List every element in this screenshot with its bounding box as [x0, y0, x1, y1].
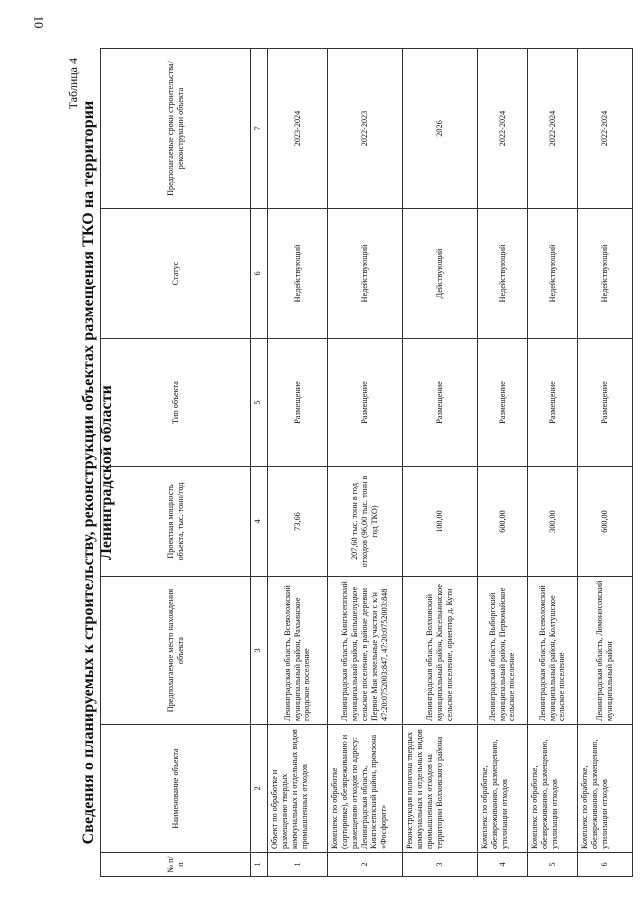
object-terms: 2026: [403, 49, 478, 209]
column-number: 6: [251, 209, 268, 339]
table-row: [478, 49, 528, 877]
column-number: 1: [251, 853, 268, 877]
waste-facilities-table: [100, 48, 633, 877]
table-row: [328, 49, 403, 877]
column-number: 3: [251, 577, 268, 725]
object-type: Размещение: [578, 339, 633, 467]
row-number: 4: [478, 853, 528, 877]
row-number: 5: [528, 853, 578, 877]
row-number: 3: [403, 853, 478, 877]
header-type: Тип объекта: [101, 339, 251, 467]
object-capacity: 300,00: [528, 467, 578, 577]
object-type: Размещение: [403, 339, 478, 467]
header-row: [101, 49, 251, 877]
row-number: 2: [328, 853, 403, 877]
header-status: Статус: [101, 209, 251, 339]
object-name: Комплекс по обработке, обезвреживанию, размещению, утилизации отходов: [478, 725, 528, 853]
object-type: Размещение: [328, 339, 403, 467]
object-status: Недействующий: [578, 209, 633, 339]
column-number: 5: [251, 339, 268, 467]
object-location: Ленинградская область, Волховский муниципальный район, Кисельнинское сельское поселение, ориентир д. Кути: [403, 577, 478, 725]
object-status: Недействующий: [528, 209, 578, 339]
object-location: Ленинградская область, Кингисеппский муниципальный район, Большелуцкое сельское поселение, в районе деревни Первое Мая земельные участки с к/н 47:20:0752003:847, 47:20:0752003:848: [328, 577, 403, 725]
object-status: Недействующий: [268, 209, 328, 339]
row-number: 6: [578, 853, 633, 877]
rotated-page-content: [0, 40, 640, 905]
object-type: Размещение: [268, 339, 328, 467]
table-caption: Таблица 4: [66, 58, 80, 110]
table-row: [528, 49, 578, 877]
object-status: Действующий: [403, 209, 478, 339]
object-name: Комплекс по обработке, обезвреживанию, размещению, утилизации отходов: [578, 725, 633, 853]
table-row: [268, 49, 328, 877]
object-status: Недействующий: [478, 209, 528, 339]
row-number: 1: [268, 853, 328, 877]
object-terms: 2023-2024: [268, 49, 328, 209]
object-location: Ленинградская область, Всеволожский муниципальный район, Колтушское сельское поселение: [528, 577, 578, 725]
object-terms: 2022-2024: [478, 49, 528, 209]
document-title: Сведения о планируемых к строительству, реконструкции объектах размещения ТКО на территории Ленинградской области: [80, 100, 115, 845]
object-name: Комплекс по обработке, обезвреживанию, размещению, утилизации отходов: [528, 725, 578, 853]
object-status: Недействующий: [328, 209, 403, 339]
table-row: [578, 49, 633, 877]
object-location: Ленинградская область, Ломоносовский муниципальный район: [578, 577, 633, 725]
object-terms: 2022-2024: [528, 49, 578, 209]
object-capacity: 100,00: [403, 467, 478, 577]
header-capacity: Проектная мощность объекта, тыс. тонн/год: [101, 467, 251, 577]
object-type: Размещение: [528, 339, 578, 467]
object-name: Комплекс по обработке (сортировке), обезвреживанию и размещению отходов по адресу: Ленинградская область, Кингисеппский район, промзона «Фосфорит»: [328, 725, 403, 853]
column-number: 4: [251, 467, 268, 577]
object-type: Размещение: [478, 339, 528, 467]
object-capacity: 600,00: [578, 467, 633, 577]
header-location: Предполагаемое место нахождения объекта: [101, 577, 251, 725]
object-location: Ленинградская область, Всеволожский муниципальный район, Рахьинское городское поселение: [268, 577, 328, 725]
header-name: Наименование объекта: [101, 725, 251, 853]
header-terms: Предполагаемые сроки строительства/ реконструкции объекта: [101, 49, 251, 209]
object-terms: 2022-2024: [578, 49, 633, 209]
header-number: № п/п: [101, 853, 251, 877]
table-row: [403, 49, 478, 877]
object-name: Реконструкция полигона твердых коммунальных и отдельных видов промышленных отходов на территории Волховского района: [403, 725, 478, 853]
column-number-row: [251, 49, 268, 877]
object-capacity: 600,00: [478, 467, 528, 577]
object-name: Объект по обработке и размещению твердых коммунальных и отдельных видов промышленных отходов: [268, 725, 328, 853]
object-location: Ленинградская область, Выборгский муниципальный район, Первомайское сельское поселение: [478, 577, 528, 725]
object-capacity: 207,60 тыс. тонн в год отходов (96,00 тыс. тонн в год ТКО): [328, 467, 403, 577]
column-number: 7: [251, 49, 268, 209]
object-terms: 2022-2023: [328, 49, 403, 209]
object-capacity: 73,66: [268, 467, 328, 577]
page-number: 10: [31, 15, 47, 29]
column-number: 2: [251, 725, 268, 853]
